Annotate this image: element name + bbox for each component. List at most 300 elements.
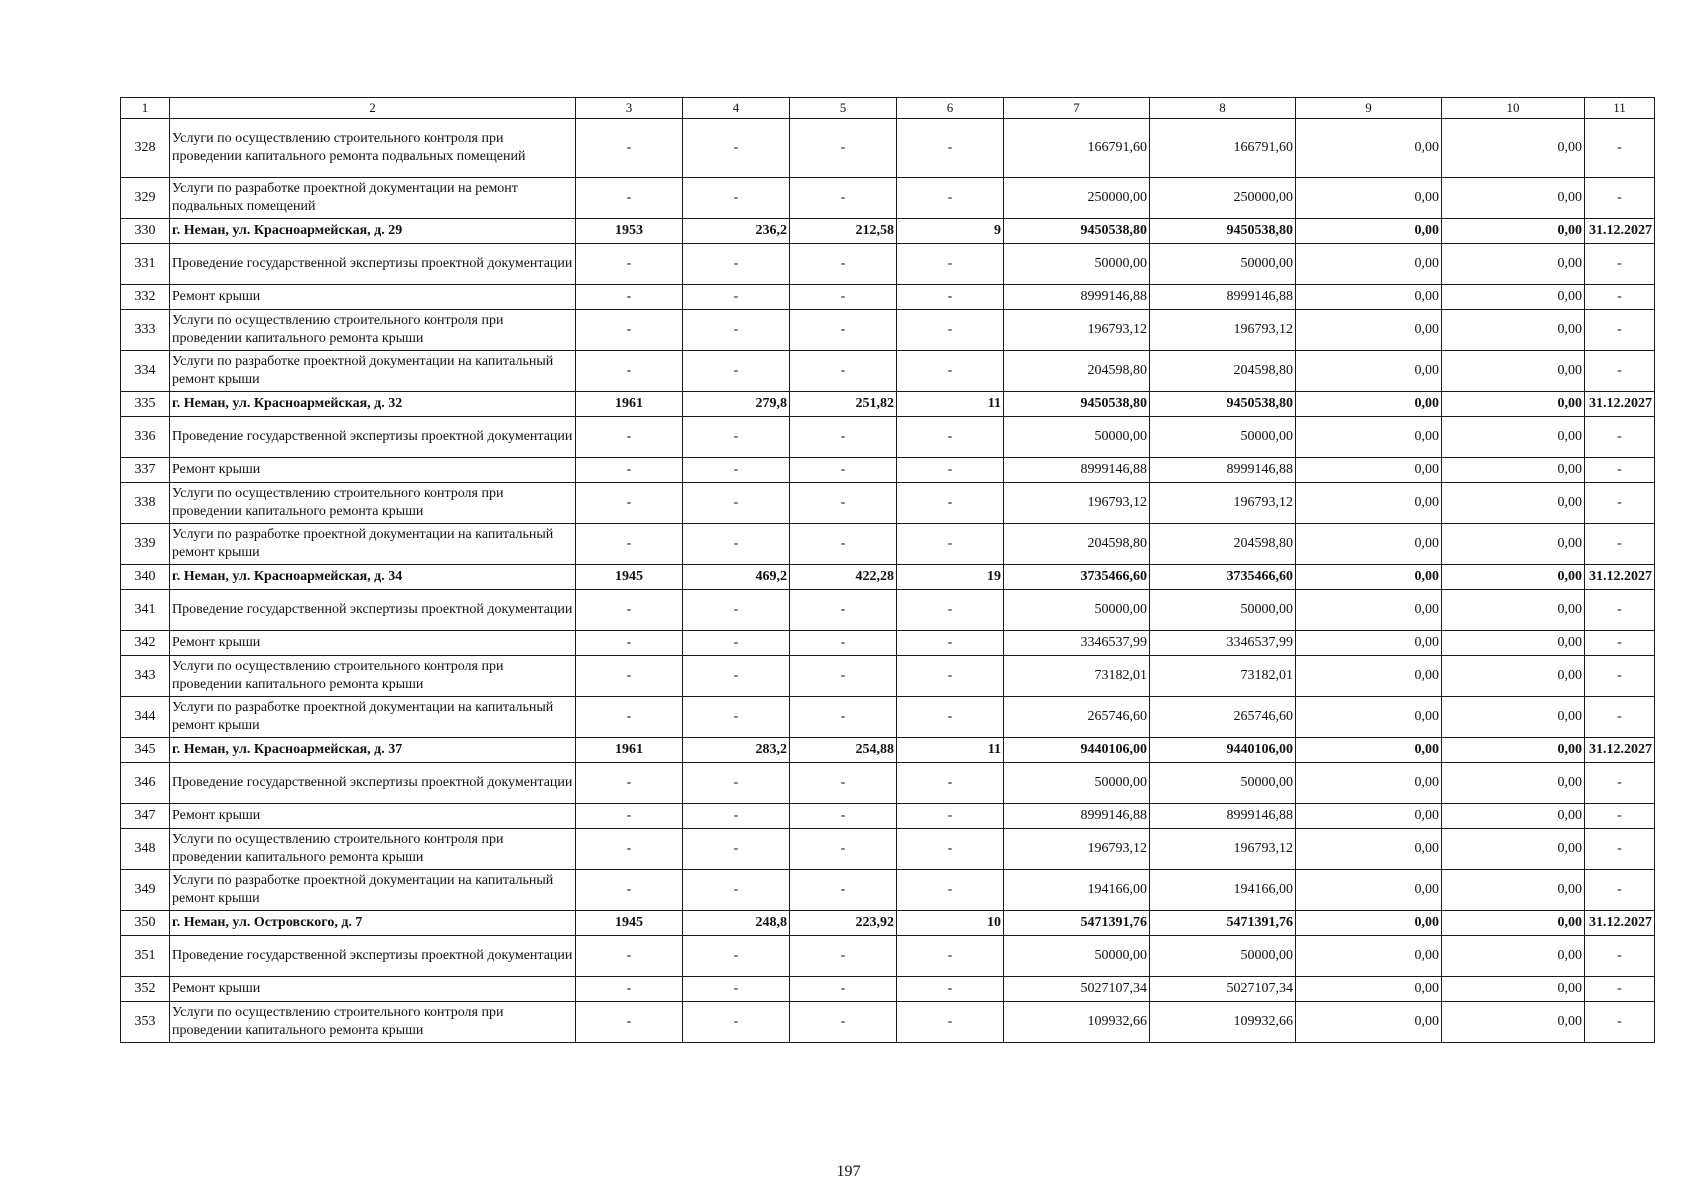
cell-cost-fund: 196793,12 bbox=[1150, 483, 1296, 524]
row-number: 337 bbox=[121, 458, 170, 483]
cell-deadline: - bbox=[1585, 936, 1655, 977]
cell-total-area: - bbox=[683, 631, 790, 656]
cell-cost-total: 5471391,76 bbox=[1004, 911, 1150, 936]
cell-cost-total: 50000,00 bbox=[1004, 763, 1150, 804]
cell-cost-total: 194166,00 bbox=[1004, 870, 1150, 911]
work-row bbox=[121, 524, 1655, 565]
cell-cost-budget: 0,00 bbox=[1296, 392, 1442, 417]
page-number: 197 bbox=[836, 1163, 861, 1180]
row-number: 338 bbox=[121, 483, 170, 524]
cell-total-area: - bbox=[683, 458, 790, 483]
cell-cost-total: 204598,80 bbox=[1004, 351, 1150, 392]
cell-total-area: 236,2 bbox=[683, 219, 790, 244]
cell-deadline: - bbox=[1585, 1002, 1655, 1043]
cell-cost-other: 0,00 bbox=[1442, 911, 1585, 936]
row-number: 349 bbox=[121, 870, 170, 911]
column-number-row bbox=[121, 98, 1655, 119]
cell-living-area: - bbox=[790, 310, 897, 351]
cell-cost-fund: 50000,00 bbox=[1150, 590, 1296, 631]
cell-living-area: 223,92 bbox=[790, 911, 897, 936]
row-number: 350 bbox=[121, 911, 170, 936]
row-number: 340 bbox=[121, 565, 170, 590]
row-description: Проведение государственной экспертизы проектной документации bbox=[170, 244, 576, 285]
cell-cost-budget: 0,00 bbox=[1296, 417, 1442, 458]
cell-total-area: - bbox=[683, 417, 790, 458]
row-number: 352 bbox=[121, 977, 170, 1002]
address-row bbox=[121, 219, 1655, 244]
cell-deadline: - bbox=[1585, 119, 1655, 178]
cell-deadline: - bbox=[1585, 524, 1655, 565]
work-row bbox=[121, 1002, 1655, 1043]
row-number: 342 bbox=[121, 631, 170, 656]
cell-residents: 9 bbox=[897, 219, 1004, 244]
cell-living-area: - bbox=[790, 936, 897, 977]
cell-deadline: - bbox=[1585, 697, 1655, 738]
cell-total-area: - bbox=[683, 285, 790, 310]
cell-year: - bbox=[576, 1002, 683, 1043]
cell-total-area: - bbox=[683, 804, 790, 829]
column-header: 6 bbox=[897, 98, 1004, 119]
work-row bbox=[121, 763, 1655, 804]
row-number: 353 bbox=[121, 1002, 170, 1043]
cell-year: - bbox=[576, 936, 683, 977]
cell-total-area: - bbox=[683, 119, 790, 178]
cell-cost-fund: 5471391,76 bbox=[1150, 911, 1296, 936]
cell-total-area: - bbox=[683, 351, 790, 392]
cell-cost-fund: 204598,80 bbox=[1150, 524, 1296, 565]
cell-cost-budget: 0,00 bbox=[1296, 1002, 1442, 1043]
cell-total-area: - bbox=[683, 977, 790, 1002]
work-row bbox=[121, 870, 1655, 911]
cell-residents: - bbox=[897, 458, 1004, 483]
cell-cost-budget: 0,00 bbox=[1296, 977, 1442, 1002]
cell-year: - bbox=[576, 524, 683, 565]
cell-year: - bbox=[576, 244, 683, 285]
row-number: 328 bbox=[121, 119, 170, 178]
work-row bbox=[121, 936, 1655, 977]
cell-living-area: - bbox=[790, 483, 897, 524]
column-header: 5 bbox=[790, 98, 897, 119]
row-description: г. Неман, ул. Островского, д. 7 bbox=[170, 911, 576, 936]
cell-total-area: - bbox=[683, 590, 790, 631]
cell-deadline: - bbox=[1585, 178, 1655, 219]
cell-cost-fund: 50000,00 bbox=[1150, 763, 1296, 804]
cell-total-area: - bbox=[683, 763, 790, 804]
cell-residents: - bbox=[897, 697, 1004, 738]
cell-cost-budget: 0,00 bbox=[1296, 565, 1442, 590]
row-number: 348 bbox=[121, 829, 170, 870]
cell-year: 1961 bbox=[576, 738, 683, 763]
cell-living-area: - bbox=[790, 829, 897, 870]
cell-residents: 11 bbox=[897, 738, 1004, 763]
cell-cost-budget: 0,00 bbox=[1296, 804, 1442, 829]
cell-deadline: 31.12.2027 bbox=[1585, 219, 1655, 244]
cell-residents: 11 bbox=[897, 392, 1004, 417]
cell-cost-other: 0,00 bbox=[1442, 244, 1585, 285]
cell-living-area: - bbox=[790, 631, 897, 656]
cell-cost-total: 5027107,34 bbox=[1004, 977, 1150, 1002]
row-description: Ремонт крыши bbox=[170, 285, 576, 310]
row-description: Ремонт крыши bbox=[170, 458, 576, 483]
row-description: Проведение государственной экспертизы проектной документации bbox=[170, 936, 576, 977]
cell-cost-fund: 9450538,80 bbox=[1150, 392, 1296, 417]
cell-deadline: - bbox=[1585, 351, 1655, 392]
cell-cost-other: 0,00 bbox=[1442, 178, 1585, 219]
cell-cost-other: 0,00 bbox=[1442, 870, 1585, 911]
row-description: Проведение государственной экспертизы проектной документации bbox=[170, 590, 576, 631]
row-number: 336 bbox=[121, 417, 170, 458]
row-description: г. Неман, ул. Красноармейская, д. 37 bbox=[170, 738, 576, 763]
cell-cost-total: 250000,00 bbox=[1004, 178, 1150, 219]
cell-cost-budget: 0,00 bbox=[1296, 178, 1442, 219]
cell-living-area: - bbox=[790, 804, 897, 829]
cell-total-area: - bbox=[683, 656, 790, 697]
row-number: 329 bbox=[121, 178, 170, 219]
cell-cost-fund: 8999146,88 bbox=[1150, 458, 1296, 483]
cell-residents: - bbox=[897, 351, 1004, 392]
row-description: Услуги по осуществлению строительного контроля при проведении капитального ремонта крыши bbox=[170, 829, 576, 870]
cell-cost-total: 3346537,99 bbox=[1004, 631, 1150, 656]
cell-cost-budget: 0,00 bbox=[1296, 936, 1442, 977]
cell-year: - bbox=[576, 631, 683, 656]
cell-residents: - bbox=[897, 590, 1004, 631]
cell-cost-budget: 0,00 bbox=[1296, 458, 1442, 483]
work-row bbox=[121, 244, 1655, 285]
column-header: 2 bbox=[170, 98, 576, 119]
cell-living-area: - bbox=[790, 351, 897, 392]
cell-cost-total: 9440106,00 bbox=[1004, 738, 1150, 763]
cell-living-area: - bbox=[790, 524, 897, 565]
cell-cost-budget: 0,00 bbox=[1296, 911, 1442, 936]
cell-total-area: 283,2 bbox=[683, 738, 790, 763]
cell-total-area: 248,8 bbox=[683, 911, 790, 936]
cell-cost-fund: 50000,00 bbox=[1150, 244, 1296, 285]
row-number: 334 bbox=[121, 351, 170, 392]
cell-living-area: - bbox=[790, 1002, 897, 1043]
cell-residents: - bbox=[897, 804, 1004, 829]
cell-deadline: - bbox=[1585, 829, 1655, 870]
cell-year: 1953 bbox=[576, 219, 683, 244]
work-row bbox=[121, 351, 1655, 392]
cell-residents: - bbox=[897, 977, 1004, 1002]
cell-cost-total: 196793,12 bbox=[1004, 310, 1150, 351]
row-description: Ремонт крыши bbox=[170, 804, 576, 829]
row-description: г. Неман, ул. Красноармейская, д. 29 bbox=[170, 219, 576, 244]
row-description: Услуги по разработке проектной документации на капитальный ремонт крыши bbox=[170, 351, 576, 392]
work-row bbox=[121, 829, 1655, 870]
work-row bbox=[121, 417, 1655, 458]
cell-year: - bbox=[576, 351, 683, 392]
cell-cost-other: 0,00 bbox=[1442, 1002, 1585, 1043]
row-number: 347 bbox=[121, 804, 170, 829]
cell-total-area: - bbox=[683, 524, 790, 565]
cell-cost-other: 0,00 bbox=[1442, 977, 1585, 1002]
cell-cost-other: 0,00 bbox=[1442, 565, 1585, 590]
cell-cost-total: 9450538,80 bbox=[1004, 219, 1150, 244]
cell-deadline: 31.12.2027 bbox=[1585, 911, 1655, 936]
cell-year: - bbox=[576, 119, 683, 178]
cell-cost-other: 0,00 bbox=[1442, 392, 1585, 417]
cell-cost-total: 50000,00 bbox=[1004, 590, 1150, 631]
cell-deadline: - bbox=[1585, 458, 1655, 483]
work-row bbox=[121, 697, 1655, 738]
cell-total-area: - bbox=[683, 829, 790, 870]
cell-cost-budget: 0,00 bbox=[1296, 524, 1442, 565]
cell-year: - bbox=[576, 804, 683, 829]
cell-cost-budget: 0,00 bbox=[1296, 870, 1442, 911]
cell-residents: - bbox=[897, 829, 1004, 870]
cell-year: - bbox=[576, 870, 683, 911]
cell-living-area: 254,88 bbox=[790, 738, 897, 763]
cell-total-area: - bbox=[683, 244, 790, 285]
column-header: 7 bbox=[1004, 98, 1150, 119]
cell-cost-budget: 0,00 bbox=[1296, 829, 1442, 870]
cell-cost-total: 109932,66 bbox=[1004, 1002, 1150, 1043]
cell-year: 1961 bbox=[576, 392, 683, 417]
cell-year: - bbox=[576, 458, 683, 483]
cell-deadline: - bbox=[1585, 417, 1655, 458]
cell-cost-other: 0,00 bbox=[1442, 631, 1585, 656]
cell-living-area: - bbox=[790, 458, 897, 483]
cell-cost-total: 196793,12 bbox=[1004, 829, 1150, 870]
row-number: 330 bbox=[121, 219, 170, 244]
cell-cost-other: 0,00 bbox=[1442, 524, 1585, 565]
cell-living-area: - bbox=[790, 763, 897, 804]
cell-cost-fund: 3346537,99 bbox=[1150, 631, 1296, 656]
cell-cost-fund: 9450538,80 bbox=[1150, 219, 1296, 244]
cell-deadline: - bbox=[1585, 590, 1655, 631]
cell-cost-other: 0,00 bbox=[1442, 310, 1585, 351]
cell-living-area: - bbox=[790, 977, 897, 1002]
address-row bbox=[121, 392, 1655, 417]
cell-deadline: 31.12.2027 bbox=[1585, 392, 1655, 417]
cell-deadline: - bbox=[1585, 804, 1655, 829]
cell-living-area: 212,58 bbox=[790, 219, 897, 244]
cell-cost-total: 50000,00 bbox=[1004, 244, 1150, 285]
cell-cost-other: 0,00 bbox=[1442, 285, 1585, 310]
cell-cost-other: 0,00 bbox=[1442, 483, 1585, 524]
cell-cost-other: 0,00 bbox=[1442, 219, 1585, 244]
cell-cost-total: 204598,80 bbox=[1004, 524, 1150, 565]
cell-deadline: - bbox=[1585, 977, 1655, 1002]
cell-living-area: - bbox=[790, 285, 897, 310]
cell-cost-other: 0,00 bbox=[1442, 351, 1585, 392]
cell-total-area: 279,8 bbox=[683, 392, 790, 417]
cell-cost-other: 0,00 bbox=[1442, 829, 1585, 870]
row-number: 341 bbox=[121, 590, 170, 631]
work-row bbox=[121, 458, 1655, 483]
row-description: Услуги по осуществлению строительного контроля при проведении капитального ремонта крыши bbox=[170, 1002, 576, 1043]
row-number: 332 bbox=[121, 285, 170, 310]
row-description: Услуги по разработке проектной документации на ремонт подвальных помещений bbox=[170, 178, 576, 219]
cell-cost-budget: 0,00 bbox=[1296, 244, 1442, 285]
cell-year: - bbox=[576, 483, 683, 524]
cell-residents: 10 bbox=[897, 911, 1004, 936]
column-header: 4 bbox=[683, 98, 790, 119]
cell-residents: - bbox=[897, 524, 1004, 565]
cell-cost-other: 0,00 bbox=[1442, 656, 1585, 697]
cell-residents: - bbox=[897, 244, 1004, 285]
cell-cost-fund: 8999146,88 bbox=[1150, 804, 1296, 829]
cell-cost-fund: 73182,01 bbox=[1150, 656, 1296, 697]
cell-residents: - bbox=[897, 763, 1004, 804]
work-row bbox=[121, 310, 1655, 351]
row-description: Услуги по разработке проектной документации на капитальный ремонт крыши bbox=[170, 697, 576, 738]
cell-residents: - bbox=[897, 310, 1004, 351]
cell-cost-budget: 0,00 bbox=[1296, 738, 1442, 763]
cell-cost-budget: 0,00 bbox=[1296, 631, 1442, 656]
cell-deadline: - bbox=[1585, 244, 1655, 285]
cell-cost-total: 3735466,60 bbox=[1004, 565, 1150, 590]
cell-cost-budget: 0,00 bbox=[1296, 119, 1442, 178]
cell-cost-fund: 196793,12 bbox=[1150, 829, 1296, 870]
cell-cost-budget: 0,00 bbox=[1296, 656, 1442, 697]
cell-total-area: - bbox=[683, 178, 790, 219]
work-row bbox=[121, 656, 1655, 697]
cell-total-area: - bbox=[683, 936, 790, 977]
cell-residents: - bbox=[897, 870, 1004, 911]
row-description: Услуги по осуществлению строительного контроля при проведении капитального ремонта крыши bbox=[170, 310, 576, 351]
cell-deadline: - bbox=[1585, 870, 1655, 911]
column-header: 1 bbox=[121, 98, 170, 119]
cell-deadline: 31.12.2027 bbox=[1585, 565, 1655, 590]
cell-year: - bbox=[576, 656, 683, 697]
cell-residents: - bbox=[897, 285, 1004, 310]
row-number: 344 bbox=[121, 697, 170, 738]
cell-living-area: - bbox=[790, 656, 897, 697]
cell-cost-fund: 265746,60 bbox=[1150, 697, 1296, 738]
cell-cost-other: 0,00 bbox=[1442, 458, 1585, 483]
cell-cost-budget: 0,00 bbox=[1296, 219, 1442, 244]
work-row bbox=[121, 119, 1655, 178]
cell-residents: - bbox=[897, 483, 1004, 524]
cell-deadline: - bbox=[1585, 631, 1655, 656]
cell-cost-budget: 0,00 bbox=[1296, 697, 1442, 738]
cell-residents: - bbox=[897, 656, 1004, 697]
cell-residents: - bbox=[897, 417, 1004, 458]
row-description: г. Неман, ул. Красноармейская, д. 34 bbox=[170, 565, 576, 590]
cell-cost-fund: 250000,00 bbox=[1150, 178, 1296, 219]
row-description: Услуги по разработке проектной документации на капитальный ремонт крыши bbox=[170, 870, 576, 911]
cell-cost-total: 50000,00 bbox=[1004, 417, 1150, 458]
row-number: 333 bbox=[121, 310, 170, 351]
cell-cost-budget: 0,00 bbox=[1296, 285, 1442, 310]
cell-cost-total: 8999146,88 bbox=[1004, 285, 1150, 310]
cell-living-area: - bbox=[790, 590, 897, 631]
cell-total-area: - bbox=[683, 483, 790, 524]
cell-cost-budget: 0,00 bbox=[1296, 351, 1442, 392]
work-row bbox=[121, 285, 1655, 310]
cell-cost-total: 8999146,88 bbox=[1004, 804, 1150, 829]
cell-cost-other: 0,00 bbox=[1442, 119, 1585, 178]
cell-cost-fund: 109932,66 bbox=[1150, 1002, 1296, 1043]
cell-total-area: - bbox=[683, 1002, 790, 1043]
row-number: 331 bbox=[121, 244, 170, 285]
row-description: Проведение государственной экспертизы проектной документации bbox=[170, 763, 576, 804]
cell-year: - bbox=[576, 178, 683, 219]
work-row bbox=[121, 483, 1655, 524]
cell-deadline: - bbox=[1585, 483, 1655, 524]
cell-total-area: - bbox=[683, 697, 790, 738]
column-header: 8 bbox=[1150, 98, 1296, 119]
cell-residents: - bbox=[897, 936, 1004, 977]
cell-year: - bbox=[576, 977, 683, 1002]
cell-cost-other: 0,00 bbox=[1442, 590, 1585, 631]
cell-residents: - bbox=[897, 1002, 1004, 1043]
cell-living-area: - bbox=[790, 697, 897, 738]
row-description: Услуги по осуществлению строительного контроля при проведении капитального ремонта крыши bbox=[170, 656, 576, 697]
cell-year: - bbox=[576, 697, 683, 738]
cell-year: - bbox=[576, 417, 683, 458]
cell-living-area: - bbox=[790, 870, 897, 911]
row-number: 335 bbox=[121, 392, 170, 417]
cell-living-area: - bbox=[790, 417, 897, 458]
cell-cost-budget: 0,00 bbox=[1296, 310, 1442, 351]
cell-deadline: - bbox=[1585, 656, 1655, 697]
row-description: Проведение государственной экспертизы проектной документации bbox=[170, 417, 576, 458]
address-row bbox=[121, 565, 1655, 590]
address-row bbox=[121, 911, 1655, 936]
cell-cost-total: 9450538,80 bbox=[1004, 392, 1150, 417]
cell-living-area: 422,28 bbox=[790, 565, 897, 590]
cell-residents: - bbox=[897, 631, 1004, 656]
cell-cost-other: 0,00 bbox=[1442, 417, 1585, 458]
cell-cost-fund: 3735466,60 bbox=[1150, 565, 1296, 590]
cell-cost-other: 0,00 bbox=[1442, 936, 1585, 977]
cell-cost-total: 196793,12 bbox=[1004, 483, 1150, 524]
cell-cost-total: 265746,60 bbox=[1004, 697, 1150, 738]
cell-total-area: - bbox=[683, 310, 790, 351]
cell-residents: - bbox=[897, 178, 1004, 219]
cell-cost-fund: 196793,12 bbox=[1150, 310, 1296, 351]
cell-year: - bbox=[576, 829, 683, 870]
cell-cost-other: 0,00 bbox=[1442, 697, 1585, 738]
cell-cost-budget: 0,00 bbox=[1296, 763, 1442, 804]
cell-cost-fund: 5027107,34 bbox=[1150, 977, 1296, 1002]
cell-residents: 19 bbox=[897, 565, 1004, 590]
work-row bbox=[121, 178, 1655, 219]
cell-cost-total: 50000,00 bbox=[1004, 936, 1150, 977]
row-description: Услуги по разработке проектной документации на капитальный ремонт крыши bbox=[170, 524, 576, 565]
cell-living-area: - bbox=[790, 244, 897, 285]
cell-year: - bbox=[576, 310, 683, 351]
cell-year: - bbox=[576, 590, 683, 631]
cell-total-area: - bbox=[683, 870, 790, 911]
cell-cost-fund: 204598,80 bbox=[1150, 351, 1296, 392]
column-header: 9 bbox=[1296, 98, 1442, 119]
works-table bbox=[120, 97, 1655, 1043]
column-header: 11 bbox=[1585, 98, 1655, 119]
row-description: г. Неман, ул. Красноармейская, д. 32 bbox=[170, 392, 576, 417]
cell-cost-total: 8999146,88 bbox=[1004, 458, 1150, 483]
work-row bbox=[121, 590, 1655, 631]
work-row bbox=[121, 631, 1655, 656]
row-description: Услуги по осуществлению строительного контроля при проведении капитального ремонта подвальных помещений bbox=[170, 119, 576, 178]
row-number: 343 bbox=[121, 656, 170, 697]
cell-year: - bbox=[576, 285, 683, 310]
cell-cost-fund: 8999146,88 bbox=[1150, 285, 1296, 310]
cell-year: 1945 bbox=[576, 911, 683, 936]
column-header: 10 bbox=[1442, 98, 1585, 119]
row-number: 339 bbox=[121, 524, 170, 565]
cell-cost-budget: 0,00 bbox=[1296, 590, 1442, 631]
cell-cost-other: 0,00 bbox=[1442, 763, 1585, 804]
row-description: Услуги по осуществлению строительного контроля при проведении капитального ремонта крыши bbox=[170, 483, 576, 524]
cell-cost-other: 0,00 bbox=[1442, 738, 1585, 763]
cell-deadline: - bbox=[1585, 763, 1655, 804]
cell-deadline: - bbox=[1585, 285, 1655, 310]
cell-year: - bbox=[576, 763, 683, 804]
